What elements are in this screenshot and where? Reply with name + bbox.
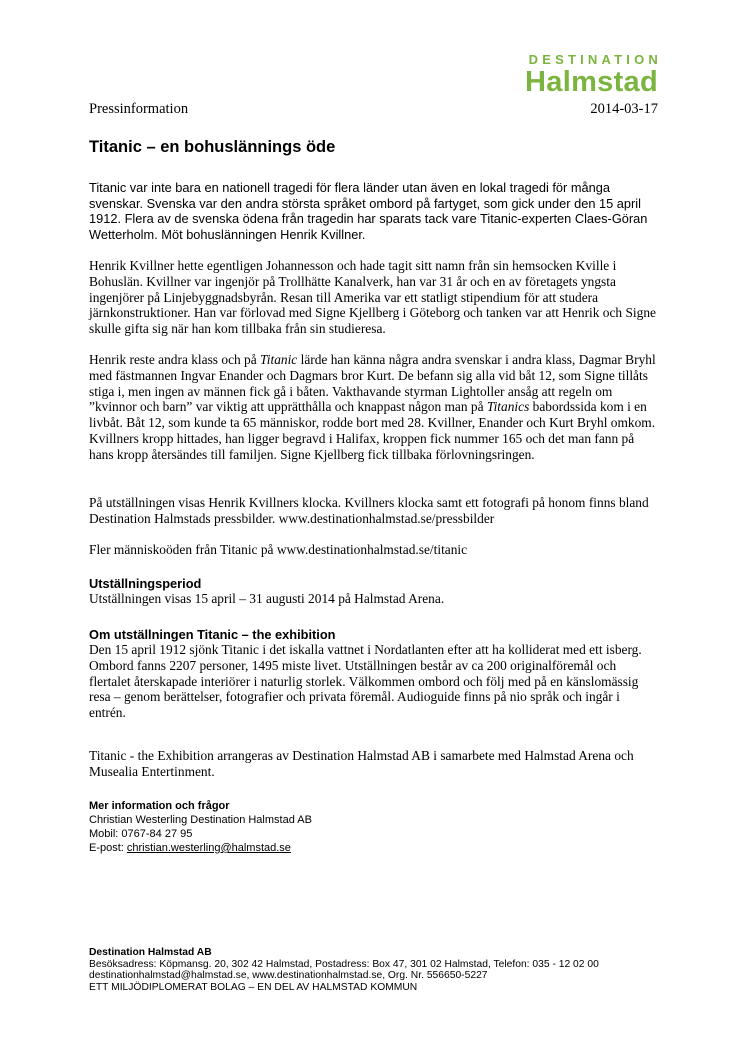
contact-section [89,799,659,855]
period-text: Utställningen visas 15 april – 31 augusti 2014 på Halmstad Arena. [89,591,445,606]
footer-company: Destination Halmstad AB [89,947,212,958]
paragraph-3-text: På utställningen visas Henrik Kvillners klocka. Kvillners klocka samt ett fotografi på honom finns bland Destination Halmstads pressbilder. www.destinationhalmstad.se/pressbilder [89,495,649,526]
page-title: Titanic – en bohuslännings öde [89,138,336,156]
footer-line-2: destinationhalmstad@halmstad.se, www.destinationhalmstad.se, Org. Nr. 556650-5227 [89,970,488,982]
destination-halmstad-logo [525,52,662,98]
paragraph-5 [89,748,659,780]
document-header [89,101,658,117]
intro-text: Titanic var inte bara en nationell tragedi för flera länder utan även en lokal tragedi för många svenskar. Svenska var den andra största språket ombord på fartyget, som gick under den 15 april 1912. Flera av de svenska ödena från tragedin har sparats tack vare Titanic-experten Claes-Göran Wetterholm. Möt bohuslänningen Henrik Kvillner. [89,180,648,242]
paragraph-4 [89,542,659,558]
logo-main-text: Halmstad [525,66,658,98]
document-date: 2014-03-17 [590,101,658,117]
contact-mobile: Mobil: 0767-84 27 95 [89,828,193,840]
paragraph-4-text: Fler människoöden från Titanic på www.destinationhalmstad.se/titanic [89,542,468,557]
email-label: E-post: [89,842,127,854]
paragraph-2-text: Henrik reste andra klass och på Titanic lärde han känna några andra svenskar i andra klass, Dagmar Bryhl med fästmannen Ingvar Enander och Dagmars bror Kurt. De befann sig alla vid båt 12, som Signe tillåts stiga i, men ingen av männen fick gå i båten. Vakthavande styrman Lightoller ansåg att regeln om ”kvinnor och barn” var viktig att upprätthålla och knappast någon man på Titanics babordssida kom i en livbåt. Båt 12, som kunde ta 65 människor, rodde bort med 28. Kvillner, Enander och Kurt Bryhl omkom. Kvillners kropp hittades, han ligger begravd i Halifax, kroppen fick nummer 165 och det man fann på hans kropp återsändes till familjen. Signe Kjellberg fick tillbaka förlovningsringen. [89,352,656,462]
contact-heading: Mer information och frågor [89,800,230,812]
period-heading: Utställningsperiod [89,576,202,591]
paragraph-5-text: Titanic - the Exhibition arrangeras av Destination Halmstad AB i samarbete med Halmstad Arena och Musealia Entertinment. [89,748,634,779]
intro-paragraph [89,180,659,242]
paragraph-1 [89,258,659,337]
about-section [89,627,659,721]
about-text: Den 15 april 1912 sjönk Titanic i det iskalla vattnet i Nordatlanten efter att ha kolliderat med ett isberg. Ombord fanns 2207 personer, 1495 miste livet. Utställningen består av ca 200 originalföremål och flertalet återskapade interiörer i naturlig storlek. Välkommen ombord och följ med på en känslomässig resa – genom berättelser, fotografier och privata föremål. Audioguide finns på nio språk och ingår i entrén. [89,642,642,721]
press-label: Pressinformation [89,101,189,117]
contact-email-line [89,841,659,855]
logo-top-text: DESTINATION [528,52,662,67]
period-section [89,576,659,607]
email-link[interactable]: christian.westerling@halmstad.se [126,842,291,854]
about-heading: Om utställningen Titanic – the exhibition [89,627,336,642]
contact-name: Christian Westerling Destination Halmstad AB [89,814,312,826]
paragraph-2 [89,352,659,463]
paragraph-3 [89,495,659,527]
footer-line-3: ETT MILJÖDIPLOMERAT BOLAG – EN DEL AV HALMSTAD KOMMUN [89,981,418,993]
footer-line-1: Besöksadress: Köpmansg. 20, 302 42 Halmstad, Postadress: Box 47, 301 02 Halmstad, Telefon: 035 - 12 02 00 [89,958,599,970]
page-footer [89,947,669,993]
paragraph-1-text: Henrik Kvillner hette egentligen Johannesson och hade tagit sitt namn från sin hemsocken Kville i Bohuslän. Kvillner var ingenjör på Trollhätte Kanalverk, han var 31 år och en av företagets yngsta ingenjörer på Linjebyggnadsbyrån. Resan till Amerika var ett statligt stipendium för att studera järnkonstruktioner. Han var förlovad med Signe Kjellberg i Göteborg och tanken var att Henrik och Signe skulle gifta sig när han kom tillbaka från sin studieresa. [89,258,656,337]
